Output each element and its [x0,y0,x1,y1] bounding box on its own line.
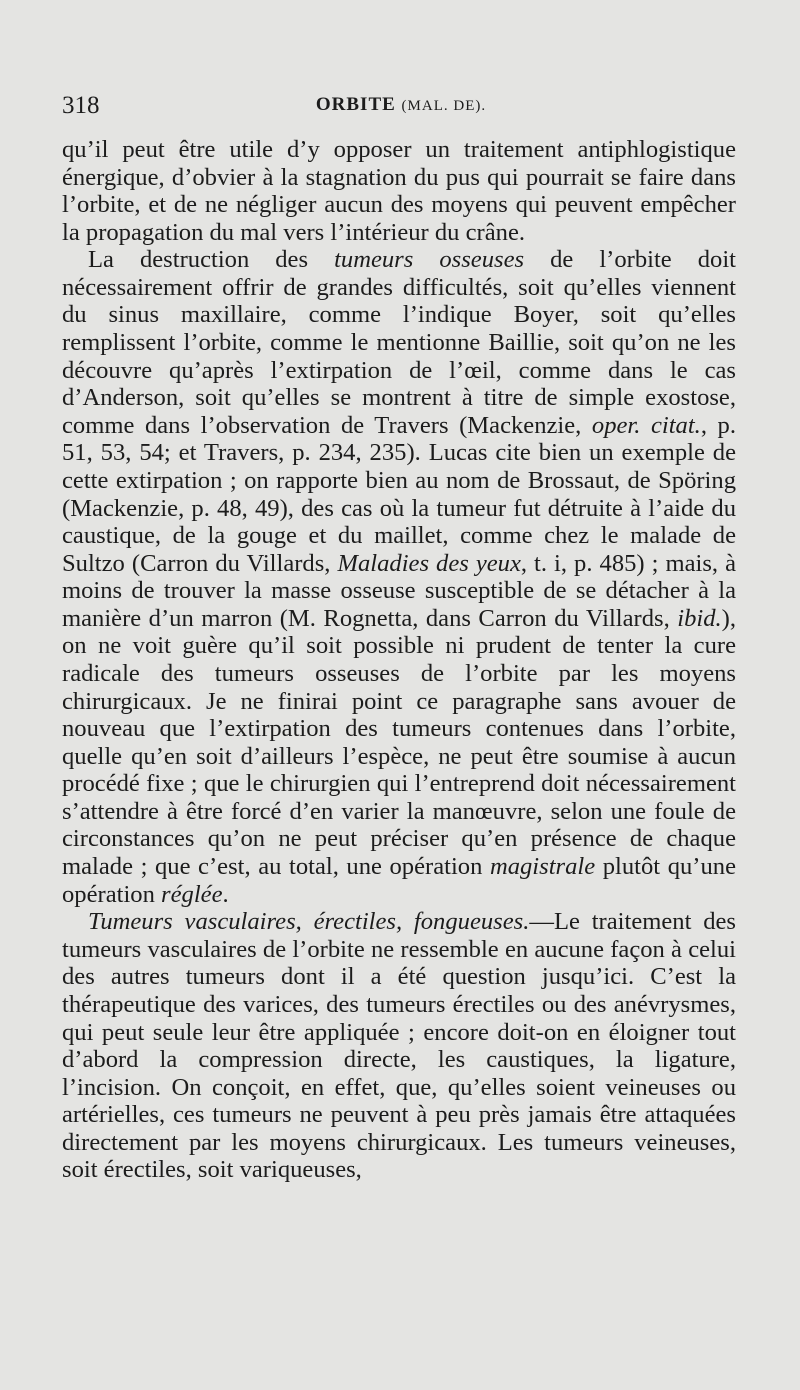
text-run: plutôt qu’une opération [62,853,736,908]
italic-text: oper. citat. [591,411,701,439]
italic-text: Maladies des yeux [337,549,521,577]
paragraph-1 [62,136,736,246]
italic-text: Tumeurs vasculaires, érectiles, fongueuses. [88,908,530,936]
text-run: La destruction des [88,246,335,274]
page-number: 318 [62,92,100,119]
running-title [62,94,740,116]
italic-text: magistrale [489,853,596,881]
running-title-subtitle: (MAL. DE). [401,98,487,114]
text-run: —Le traitement des tumeurs vasculaires de l’orbite ne ressemble en aucune façon à celui des autres tumeurs dont il a été question jusqu’ici. C’est la thérapeutique des varices, des tumeurs érectiles ou des anévrysmes, qui peut seule leur être appliquée ; encore doit-on en éloigner tout d’abord la compression directe, les caustiques, la ligature, l’incision. On conçoit, en effet, que, qu’elles soient veineuses ou artérielles, ces tumeurs ne peuvent à peu près jamais être attaquées directement par les moyens chirurgicaux. Les tumeurs veineuses, soit érectiles, soit variqueuses, [62,908,736,1184]
text-run: de l’orbite doit nécessairement offrir de grandes difficultés, soit qu’elles viennent du sinus maxillaire, comme l’indique Boyer, soit qu’elles remplissent l’orbite, comme le mentionne Baillie, soit qu’on ne les découvre qu’après l’extirpation de l’œil, comme dans le cas d’Anderson, soit qu’elles se montrent à titre de simple exostose, comme dans l’observation de Travers (Mackenzie, [62,246,736,439]
text-run: qu’il peut être utile d’y opposer un traitement antiphlogistique énergique, d’obvier à la stagnation du pus qui pourrait se faire dans l’orbite, et de ne négliger aucun des moyens qui peuvent empêcher la propagation du mal vers l’intérieur du crâne. [62,136,736,246]
paragraph-3 [62,908,736,1184]
italic-text: tumeurs osseuses [334,246,525,274]
running-title-main: ORBITE [315,94,396,115]
body-text [62,136,736,1184]
text-run: ), on ne voit guère qu’il soit possible ni prudent de tenter la cure radicale des tumeurs osseuses de l’orbite par les moyens chirurgicaux. Je ne finirai point ce paragraphe sans avouer de nouveau que l’extirpation des tumeurs contenues dans l’orbite, quelle qu’en soit d’ailleurs l’espèce, ne peut être soumise à aucun procédé fixe ; que le chirurgien qui l’entreprend doit nécessairement s’attendre à être forcé d’en varier la manœuvre, selon une foule de circonstances qu’on ne peut préciser qu’en présence de chaque malade ; que c’est, au total, une opération [62,604,736,881]
paragraph-2 [62,246,736,908]
italic-text: réglée [161,880,223,908]
text-run: . [222,880,229,908]
text-run: , t. i, p. 485) ; mais, à moins de trouver la masse osseuse susceptible de se détacher à la manière d’un marron (M. Rognetta, dans Carron du Villards, [62,549,737,632]
text-run: , p. 51, 53, 54; et Travers, p. 234, 235). Lucas cite bien un exemple de cette extirpation ; on rapporte bien au nom de Brossaut, de Spöring (Mackenzie, p. 48, 49), des cas où la tumeur fut détruite à l’aide du caustique, de la gouge et du maillet, comme chez le malade de Sultzo (Carron du Villards, [62,411,736,577]
running-header [62,92,740,126]
italic-text: ibid. [677,604,722,632]
